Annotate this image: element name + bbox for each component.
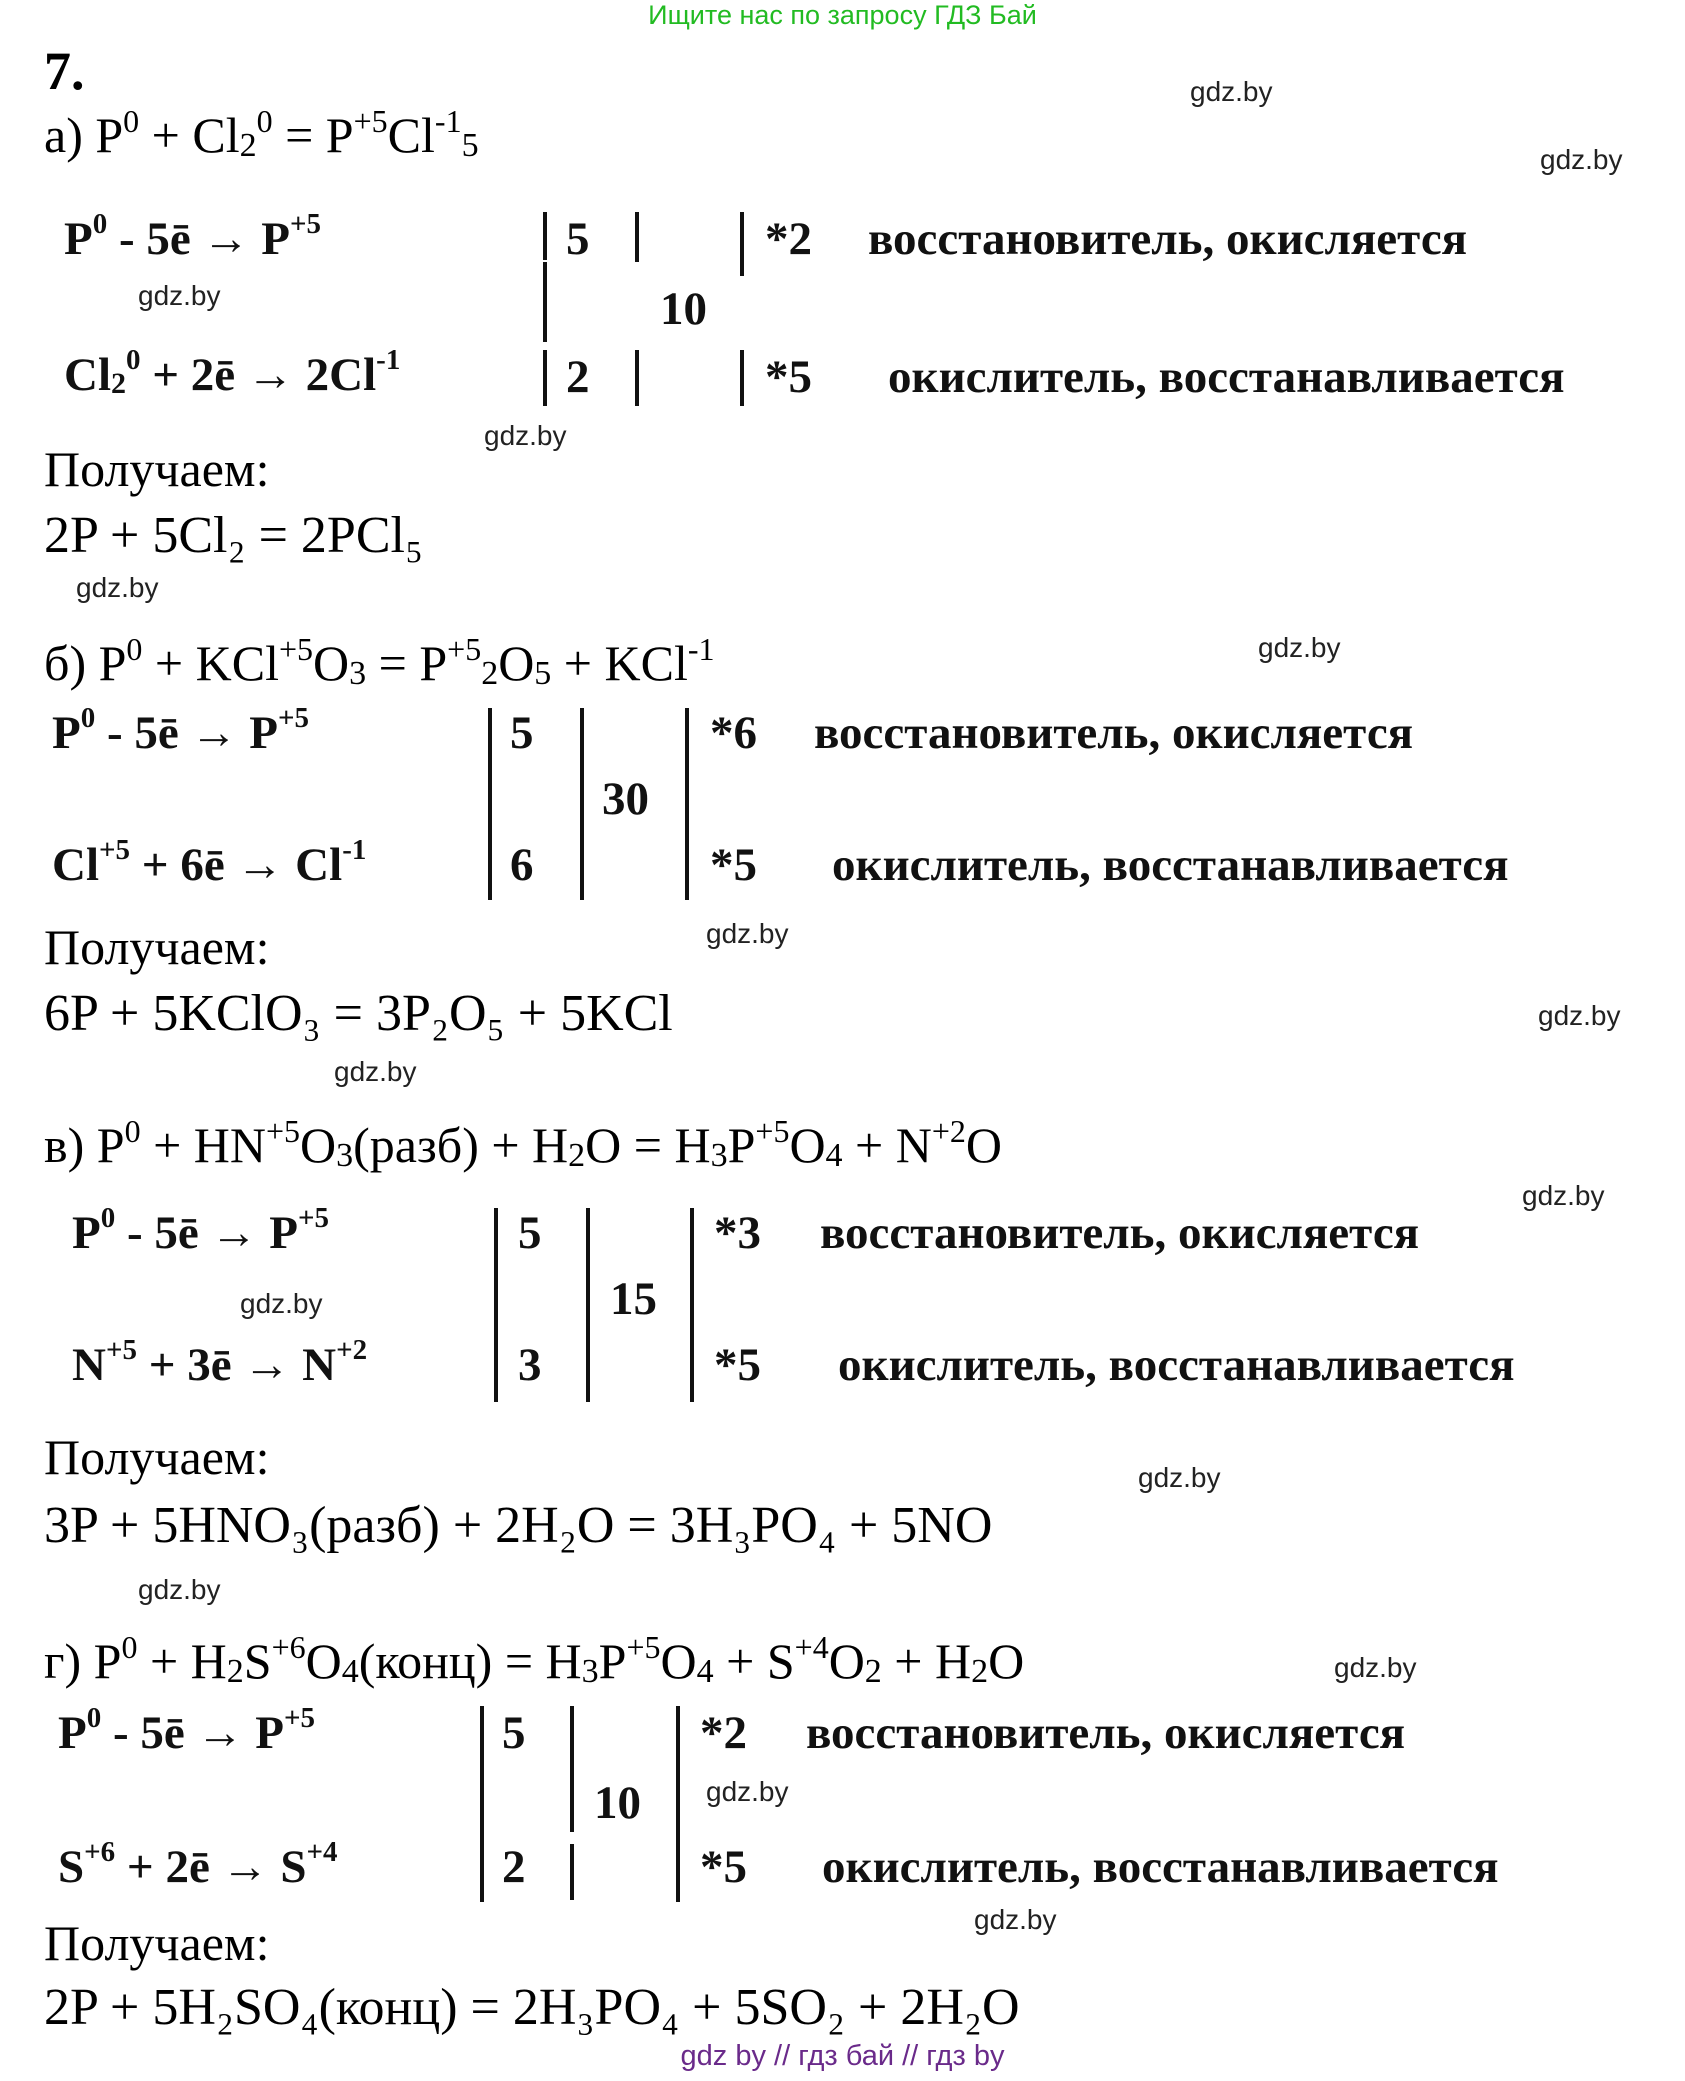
watermark: gdz.by — [706, 918, 789, 949]
electrons-ox-v: 5 — [518, 1207, 542, 1259]
divider-b1 — [488, 708, 492, 900]
role-red-v: окислитель, восстанавливается — [838, 1339, 1515, 1391]
divider-v2 — [586, 1208, 590, 1402]
part-label-b: б) — [44, 635, 87, 691]
part-label-g: г) — [44, 1633, 82, 1689]
watermark: gdz.by — [1334, 1652, 1417, 1683]
task-number: 7. — [44, 41, 85, 101]
divider-v1 — [494, 1208, 498, 1402]
oxidation-half-g: $P^0$ - 5ē → $P^{+5}$ — [58, 1702, 315, 1759]
watermark: gdz.by — [240, 1288, 323, 1319]
got-label-b: Получаем: — [44, 919, 270, 975]
role-ox-b: восстановитель, окисляется — [814, 707, 1414, 759]
mult-ox-a: *2 — [765, 213, 812, 265]
divider-a1b — [543, 350, 547, 406]
reduction-half-g: $S^{+6}$ + 2ē → $S^{+4}$ — [58, 1836, 338, 1893]
divider-a2b — [635, 350, 639, 406]
equation-b: б) $P^0 + KCl^{+5}O_3 = P^{+5}_2O_5 + KCl^{-1}$ — [44, 631, 715, 693]
mult-red-g: *5 — [700, 1841, 747, 1893]
oxidation-half-v: $P^0$ - 5ē → $P^{+5}$ — [72, 1202, 329, 1259]
watermark: gdz.by — [974, 1904, 1057, 1935]
equation-v: в) $P^0$ + $HN^{+5}O_3(разб) + H_2O = H_3P^{+5}O_4 + N^{+2}O$ — [44, 1113, 1003, 1175]
role-red-b: окислитель, восстанавливается — [832, 839, 1509, 891]
mult-red-v: *5 — [714, 1339, 761, 1391]
divider-a2 — [635, 212, 639, 262]
part-label-v: в) — [44, 1117, 85, 1173]
reduction-half-v: $N^{+5}$ + 3ē → $N^{+2}$ — [72, 1334, 368, 1391]
divider-g3 — [676, 1706, 680, 1902]
electrons-red-b: 6 — [510, 839, 534, 891]
watermark: gdz.by — [1540, 144, 1623, 175]
divider-v3 — [690, 1208, 694, 1402]
watermark: gdz.by — [334, 1056, 417, 1087]
got-label-a: Получаем: — [44, 441, 270, 497]
mult-red-b: *5 — [710, 839, 757, 891]
electrons-ox-g: 5 — [502, 1707, 526, 1759]
divider-b2 — [580, 708, 584, 900]
role-red-a: окислитель, восстанавливается — [888, 351, 1565, 403]
lcm-g: 10 — [594, 1777, 641, 1829]
lcm-a: 10 — [660, 283, 707, 335]
watermark: gdz.by — [706, 1776, 789, 1807]
divider-a3 — [740, 212, 744, 276]
oxidation-half-a: $P^0$ - 5ē → $P^{+5}$ — [64, 208, 321, 265]
result-a: 2P + 5Cl₂ = 2PCl₅ — [44, 507, 424, 564]
mult-ox-b: *6 — [710, 707, 757, 759]
lcm-v: 15 — [610, 1273, 657, 1325]
electrons-red-a: 2 — [566, 351, 590, 403]
equation-g: г) $P^0$ + $H_2S^{+6}O_4(конц) = H_3P^{+5}O_4 + S^{+4}O_2 + H_2O$ — [44, 1629, 1025, 1691]
electrons-red-g: 2 — [502, 1841, 526, 1893]
result-v: 3P + 5HNO₃(разб) + 2H₂O = 3H₃PO₄ + 5NO — [44, 1497, 993, 1554]
lcm-b: 30 — [602, 773, 649, 825]
divider-a1 — [543, 212, 547, 260]
result-b: 6P + 5KClO₃ = 3P₂O₅ + 5KCl — [44, 985, 673, 1042]
footer-links[interactable]: gdz by // гдз бай // гдз by — [680, 2040, 1005, 2072]
got-label-v: Получаем: — [44, 1429, 270, 1485]
watermark: gdz.by — [1190, 76, 1273, 107]
electrons-ox-b: 5 — [510, 707, 534, 759]
divider-g1 — [480, 1706, 484, 1902]
watermark: gdz.by — [76, 572, 159, 603]
role-ox-a: восстановитель, окисляется — [868, 213, 1468, 265]
divider-b3 — [685, 708, 689, 900]
oxidation-half-b: $P^0$ - 5ē → $P^{+5}$ — [52, 702, 309, 759]
watermark: gdz.by — [1538, 1000, 1621, 1031]
top-banner[interactable]: Ищите нас по запросу ГДЗ Бай — [648, 0, 1037, 30]
got-label-g: Получаем: — [44, 1915, 270, 1971]
divider-g2 — [570, 1706, 574, 1832]
watermark: gdz.by — [1138, 1462, 1221, 1493]
divider-a3b — [740, 350, 744, 406]
watermark: gdz.by — [484, 420, 567, 451]
divider-a1c — [543, 262, 547, 342]
part-label-a: а) — [44, 107, 83, 163]
equation-a: а) $P^0 + Cl_2^0 = P^{+5}Cl^{-1}_5$ — [44, 103, 479, 165]
electrons-red-v: 3 — [518, 1339, 542, 1391]
watermark: gdz.by — [138, 1574, 221, 1605]
watermark: gdz.by — [138, 280, 221, 311]
electrons-ox-a: 5 — [566, 213, 590, 265]
mult-ox-g: *2 — [700, 1707, 747, 1759]
role-ox-v: восстановитель, окисляется — [820, 1207, 1420, 1259]
divider-g2b — [570, 1844, 574, 1900]
role-red-g: окислитель, восстанавливается — [822, 1841, 1499, 1893]
mult-ox-v: *3 — [714, 1207, 761, 1259]
reduction-half-b: $Cl^{+5}$ + 6ē → $Cl^{-1}$ — [52, 834, 367, 891]
reduction-half-a: $Cl_2^0$ + 2ē → $2Cl^{-1}$ — [64, 344, 401, 401]
watermark: gdz.by — [1522, 1180, 1605, 1211]
result-g: 2P + 5H₂SO₄(конц) = 2H₃PO₄ + 5SO₂ + 2H₂O — [44, 1979, 1020, 2036]
role-ox-g: восстановитель, окисляется — [806, 1707, 1406, 1759]
watermark: gdz.by — [1258, 632, 1341, 663]
mult-red-a: *5 — [765, 351, 812, 403]
